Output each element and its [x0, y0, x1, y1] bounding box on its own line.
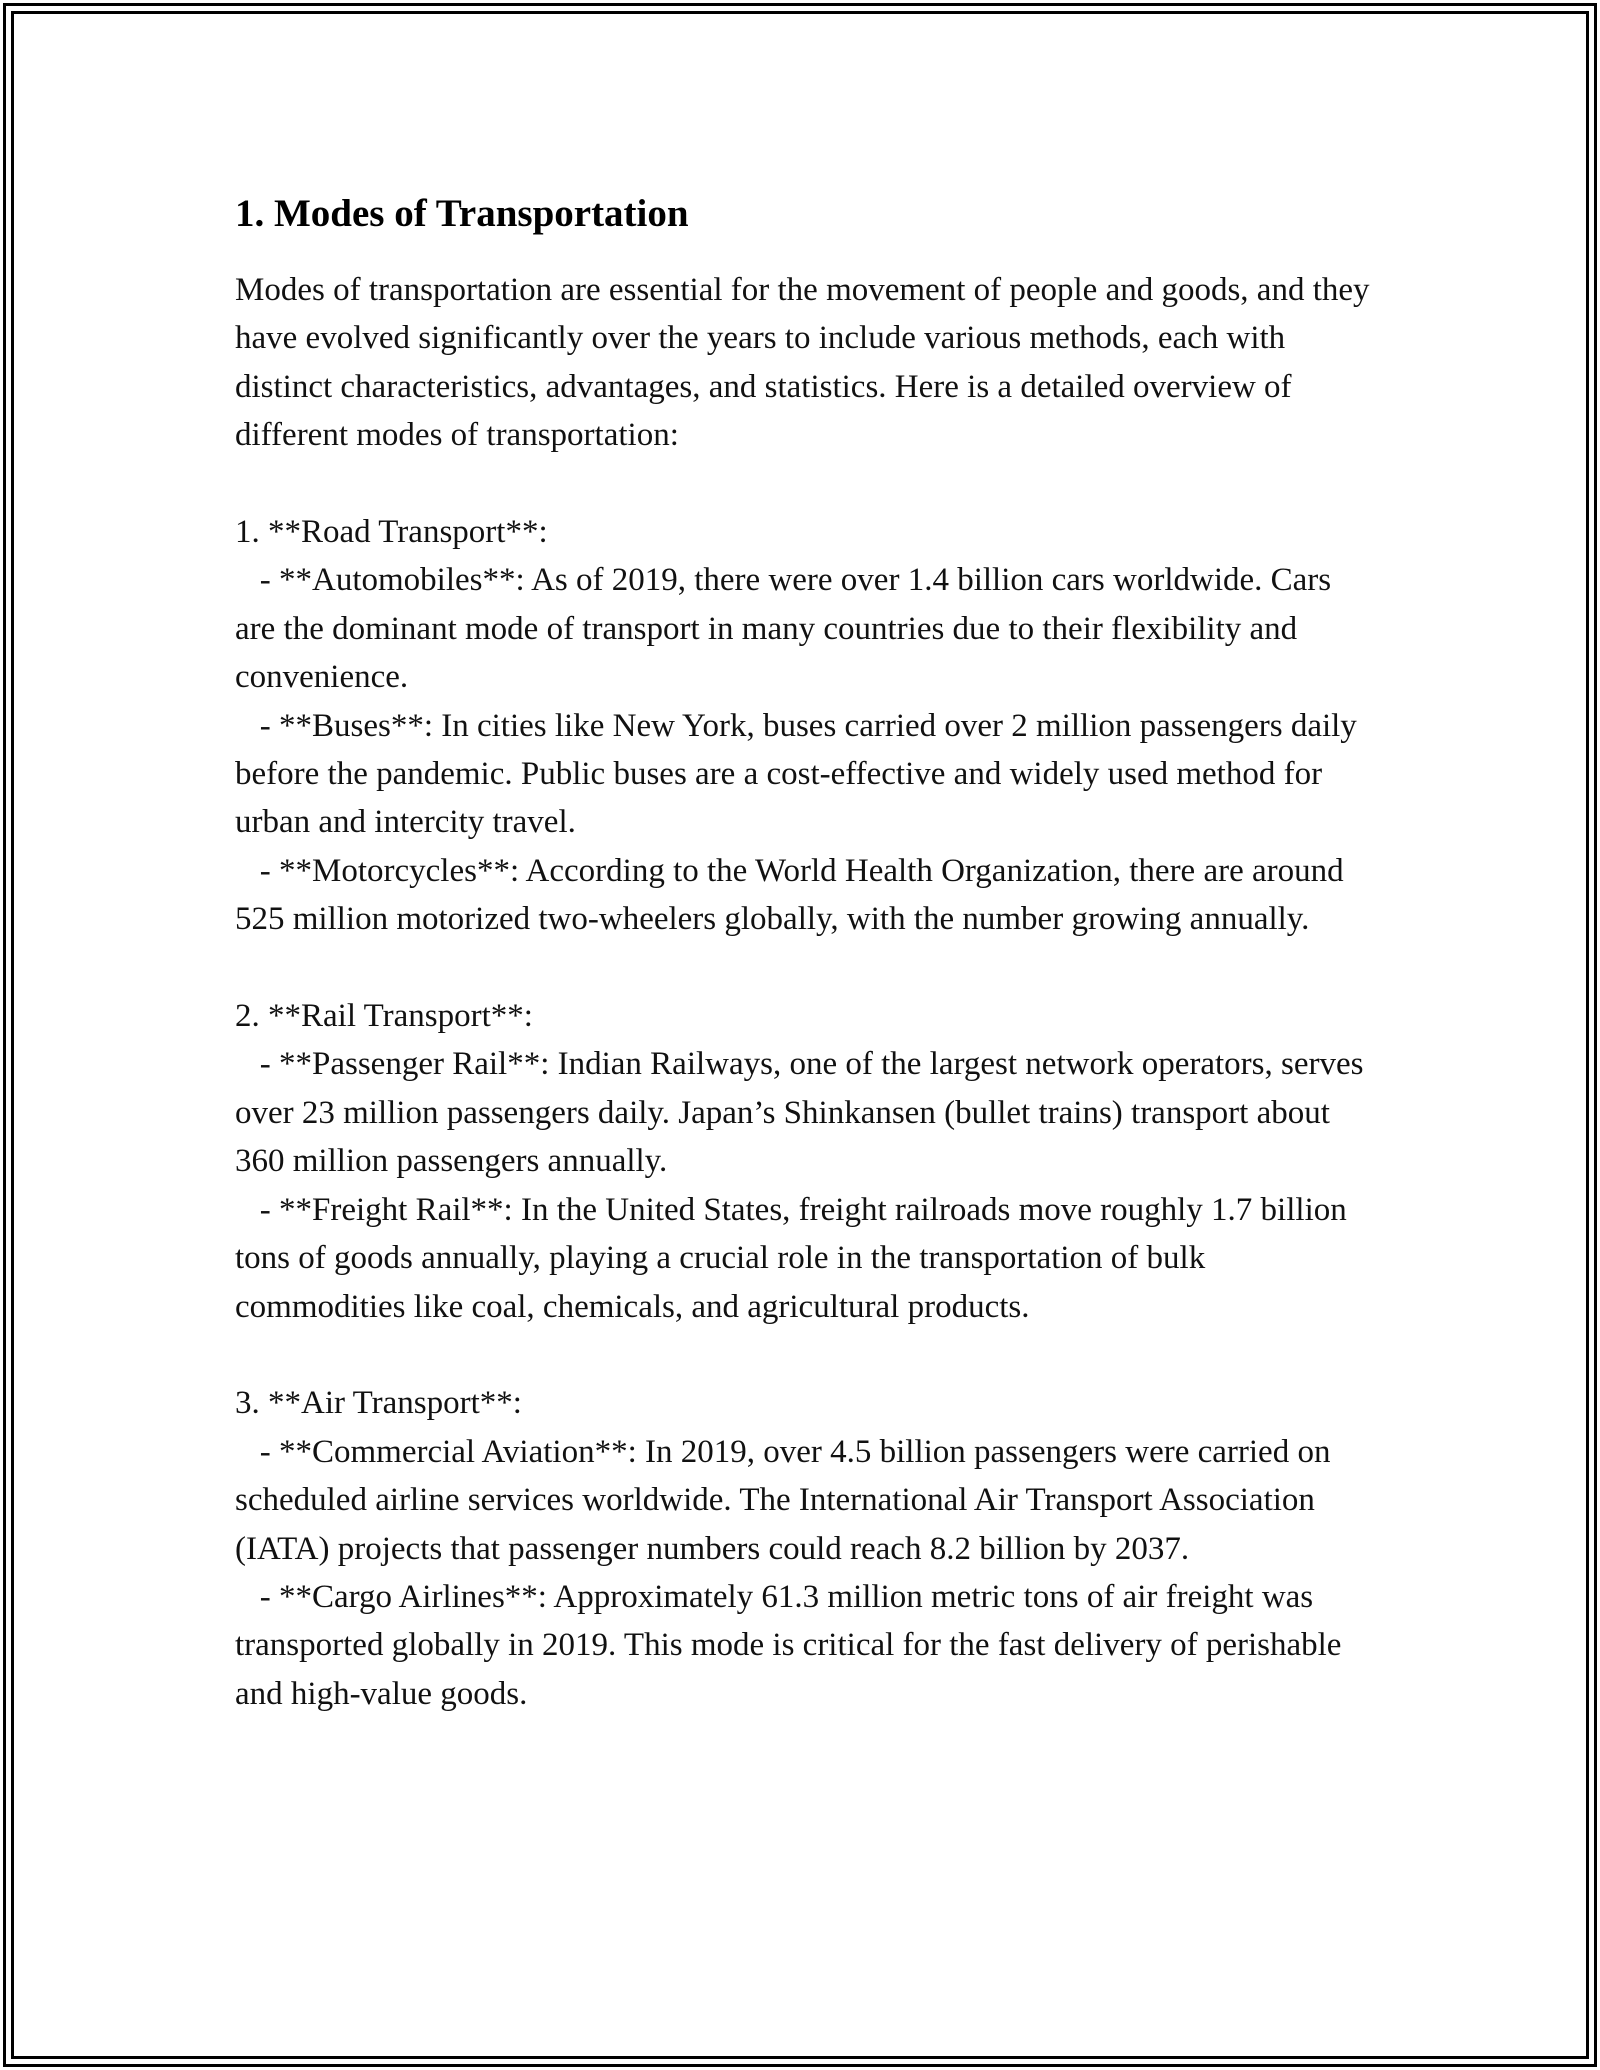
document-body — [235, 188, 1370, 1718]
document-title: 1. Modes of Transportation — [235, 192, 689, 235]
intro-paragraph: Modes of transportation are essential for the movement of people and goods, and they have evolved significantly over the years to include various methods, each with distinct characteristics, advantages, and statistics. Here is a detailed overview of different modes of transportation: — [235, 272, 1370, 454]
list-item-cargo-airlines: - **Cargo Airlines**: Approximately 61.3 million metric tons of air freight was transported globally in 2019. This mode is critical for the fast delivery of perishable and high-value goods. — [235, 1578, 1350, 1712]
paragraph-spacer — [235, 944, 1370, 992]
section-heading: 1. **Road Transport**: — [235, 514, 548, 551]
section-heading: 3. **Air Transport**: — [235, 1385, 522, 1422]
section-air-transport — [235, 1379, 1370, 1718]
list-item-automobiles: - **Automobiles**: As of 2019, there were over 1.4 billion cars worldwide. Cars are the dominant mode of transport in many countries due to their flexibility and convenience. — [235, 562, 1340, 696]
list-item-buses: - **Buses**: In cities like New York, buses carried over 2 million passengers daily before the pandemic. Public buses are a cost-effective and widely used method for urban and intercity travel. — [235, 707, 1366, 841]
list-item-freight-rail: - **Freight Rail**: In the United States, freight railroads move roughly 1.7 billion tons of goods annually, playing a crucial role in the transportation of bulk commodities like coal, chemicals, and agricultural products. — [235, 1191, 1355, 1325]
section-road-transport — [235, 508, 1370, 944]
list-item-passenger-rail: - **Passenger Rail**: Indian Railways, one of the largest network operators, serves over 23 million passengers daily. Japan’s Shinkansen (bullet trains) transport about 360 million passengers annually. — [235, 1046, 1372, 1180]
section-heading: 2. **Rail Transport**: — [235, 998, 533, 1035]
section-rail-transport — [235, 992, 1370, 1331]
paragraph-spacer — [235, 460, 1370, 508]
list-item-commercial-aviation: - **Commercial Aviation**: In 2019, over 4.5 billion passengers were carried on scheduled airline services worldwide. The International Air Transport Association (IATA) projects that passenger numbers could reach 8.2 billion by 2037. — [235, 1433, 1339, 1567]
list-item-motorcycles: - **Motorcycles**: According to the World Health Organization, there are around 525 million motorized two-wheelers globally, with the number growing annually. — [235, 852, 1352, 938]
paragraph-spacer — [235, 1331, 1370, 1379]
